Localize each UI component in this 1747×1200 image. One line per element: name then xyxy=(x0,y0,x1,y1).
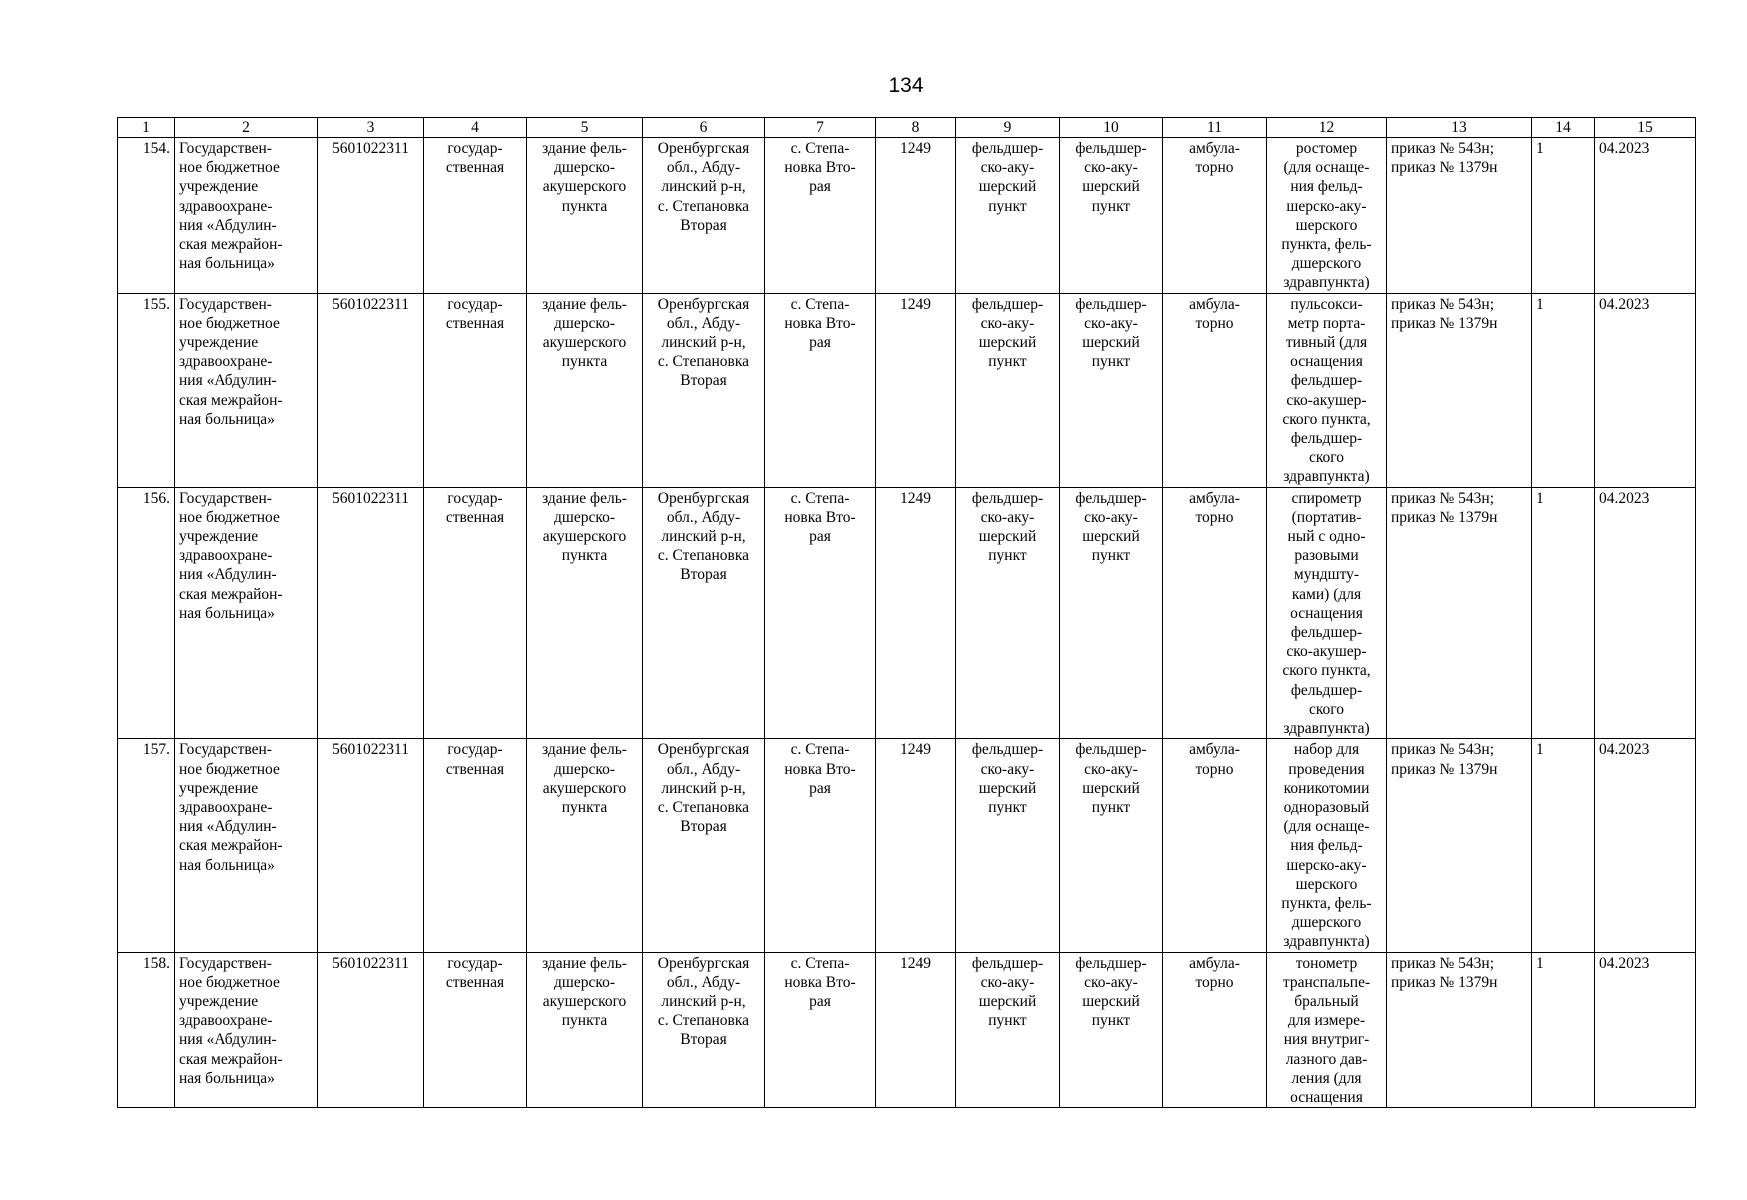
locality: с. Степа- новка Вто- рая xyxy=(765,487,876,739)
column-header: 2 xyxy=(175,118,318,138)
row-number: 155. xyxy=(118,293,175,487)
order: приказ № 543н; приказ № 1379н xyxy=(1387,952,1532,1108)
date: 04.2023 xyxy=(1595,293,1696,487)
care-form: амбула- торно xyxy=(1163,739,1267,952)
date: 04.2023 xyxy=(1595,952,1696,1108)
unit-type: фельдшер- ско-аку- шерский пункт xyxy=(956,739,1060,952)
equipment: набор для проведения коникотомии одноразовый (для оснаще- ния фельд- шерско-аку- шерского пункта, фель- дшерского здравпункта) xyxy=(1267,739,1387,952)
building: здание фель- дшерско- акушерского пункта xyxy=(527,293,643,487)
column-header: 12 xyxy=(1267,118,1387,138)
care-form: амбула- торно xyxy=(1163,138,1267,294)
organization-name: Государствен- ное бюджетное учреждение здравоохране- ния «Абдулин- ская межрайон- ная больница» xyxy=(175,952,318,1108)
organization-name: Государствен- ное бюджетное учреждение здравоохране- ния «Абдулин- ская межрайон- ная больница» xyxy=(175,293,318,487)
inn: 5601022311 xyxy=(318,138,424,294)
column-header: 3 xyxy=(318,118,424,138)
quantity: 1 xyxy=(1532,293,1595,487)
care-form: амбула- торно xyxy=(1163,293,1267,487)
order: приказ № 543н; приказ № 1379н xyxy=(1387,138,1532,294)
date: 04.2023 xyxy=(1595,487,1696,739)
order: приказ № 543н; приказ № 1379н xyxy=(1387,739,1532,952)
unit-name: фельдшер- ско-аку- шерский пункт xyxy=(1060,138,1163,294)
table-row xyxy=(118,487,1696,739)
address: Оренбургская обл., Абду- линский р-н, с. Степановка Вторая xyxy=(643,739,765,952)
unit-type: фельдшер- ско-аку- шерский пункт xyxy=(956,952,1060,1108)
column-header: 15 xyxy=(1595,118,1696,138)
column-header: 7 xyxy=(765,118,876,138)
register-table xyxy=(117,117,1696,1108)
ownership-form: государ- ственная xyxy=(424,739,527,952)
quantity: 1 xyxy=(1532,739,1595,952)
inn: 5601022311 xyxy=(318,739,424,952)
care-form: амбула- торно xyxy=(1163,487,1267,739)
locality: с. Степа- новка Вто- рая xyxy=(765,739,876,952)
inn: 5601022311 xyxy=(318,487,424,739)
column-header: 4 xyxy=(424,118,527,138)
address: Оренбургская обл., Абду- линский р-н, с. Степановка Вторая xyxy=(643,952,765,1108)
ownership-form: государ- ственная xyxy=(424,138,527,294)
quantity: 1 xyxy=(1532,138,1595,294)
equipment: ростомер (для оснаще- ния фельд- шерско-аку- шерского пункта, фель- дшерского здравпункта) xyxy=(1267,138,1387,294)
table-row xyxy=(118,739,1696,952)
code: 1249 xyxy=(876,293,956,487)
building: здание фель- дшерско- акушерского пункта xyxy=(527,138,643,294)
locality: с. Степа- новка Вто- рая xyxy=(765,293,876,487)
care-form: амбула- торно xyxy=(1163,952,1267,1108)
code: 1249 xyxy=(876,739,956,952)
equipment: пульсокси- метр порта- тивный (для оснащения фельдшер- ско-акушер- ского пункта, фельдшер- ского здравпункта) xyxy=(1267,293,1387,487)
ownership-form: государ- ственная xyxy=(424,293,527,487)
ownership-form: государ- ственная xyxy=(424,952,527,1108)
column-header: 9 xyxy=(956,118,1060,138)
locality: с. Степа- новка Вто- рая xyxy=(765,952,876,1108)
row-number: 158. xyxy=(118,952,175,1108)
building: здание фель- дшерско- акушерского пункта xyxy=(527,739,643,952)
organization-name: Государствен- ное бюджетное учреждение здравоохране- ния «Абдулин- ская межрайон- ная больница» xyxy=(175,138,318,294)
page-number: 134 xyxy=(888,74,924,97)
row-number: 156. xyxy=(118,487,175,739)
quantity: 1 xyxy=(1532,487,1595,739)
unit-name: фельдшер- ско-аку- шерский пункт xyxy=(1060,952,1163,1108)
unit-type: фельдшер- ско-аку- шерский пункт xyxy=(956,293,1060,487)
unit-type: фельдшер- ско-аку- шерский пункт xyxy=(956,487,1060,739)
inn: 5601022311 xyxy=(318,952,424,1108)
column-header: 1 xyxy=(118,118,175,138)
quantity: 1 xyxy=(1532,952,1595,1108)
ownership-form: государ- ственная xyxy=(424,487,527,739)
order: приказ № 543н; приказ № 1379н xyxy=(1387,293,1532,487)
date: 04.2023 xyxy=(1595,138,1696,294)
code: 1249 xyxy=(876,487,956,739)
unit-name: фельдшер- ско-аку- шерский пункт xyxy=(1060,293,1163,487)
organization-name: Государствен- ное бюджетное учреждение здравоохране- ния «Абдулин- ская межрайон- ная больница» xyxy=(175,739,318,952)
unit-name: фельдшер- ско-аку- шерский пункт xyxy=(1060,739,1163,952)
date: 04.2023 xyxy=(1595,739,1696,952)
code: 1249 xyxy=(876,952,956,1108)
column-header: 10 xyxy=(1060,118,1163,138)
address: Оренбургская обл., Абду- линский р-н, с. Степановка Вторая xyxy=(643,487,765,739)
unit-type: фельдшер- ско-аку- шерский пункт xyxy=(956,138,1060,294)
equipment: спирометр (портатив- ный с одно- разовыми мундшту- ками) (для оснащения фельдшер- ско-акушер- ского пункта, фельдшер- ского здравпункта) xyxy=(1267,487,1387,739)
column-number-row xyxy=(118,118,1696,138)
table-row xyxy=(118,138,1696,294)
column-header: 5 xyxy=(527,118,643,138)
locality: с. Степа- новка Вто- рая xyxy=(765,138,876,294)
table-row xyxy=(118,952,1696,1108)
organization-name: Государствен- ное бюджетное учреждение здравоохране- ния «Абдулин- ская межрайон- ная больница» xyxy=(175,487,318,739)
row-number: 157. xyxy=(118,739,175,952)
building: здание фель- дшерско- акушерского пункта xyxy=(527,487,643,739)
column-header: 8 xyxy=(876,118,956,138)
row-number: 154. xyxy=(118,138,175,294)
building: здание фель- дшерско- акушерского пункта xyxy=(527,952,643,1108)
column-header: 11 xyxy=(1163,118,1267,138)
address: Оренбургская обл., Абду- линский р-н, с. Степановка Вторая xyxy=(643,138,765,294)
inn: 5601022311 xyxy=(318,293,424,487)
code: 1249 xyxy=(876,138,956,294)
order: приказ № 543н; приказ № 1379н xyxy=(1387,487,1532,739)
column-header: 13 xyxy=(1387,118,1532,138)
column-header: 14 xyxy=(1532,118,1595,138)
equipment: тонометр транспальпе- бральный для измере- ния внутриг- лазного дав- ления (для оснащения xyxy=(1267,952,1387,1108)
address: Оренбургская обл., Абду- линский р-н, с. Степановка Вторая xyxy=(643,293,765,487)
table-row xyxy=(118,293,1696,487)
column-header: 6 xyxy=(643,118,765,138)
unit-name: фельдшер- ско-аку- шерский пункт xyxy=(1060,487,1163,739)
